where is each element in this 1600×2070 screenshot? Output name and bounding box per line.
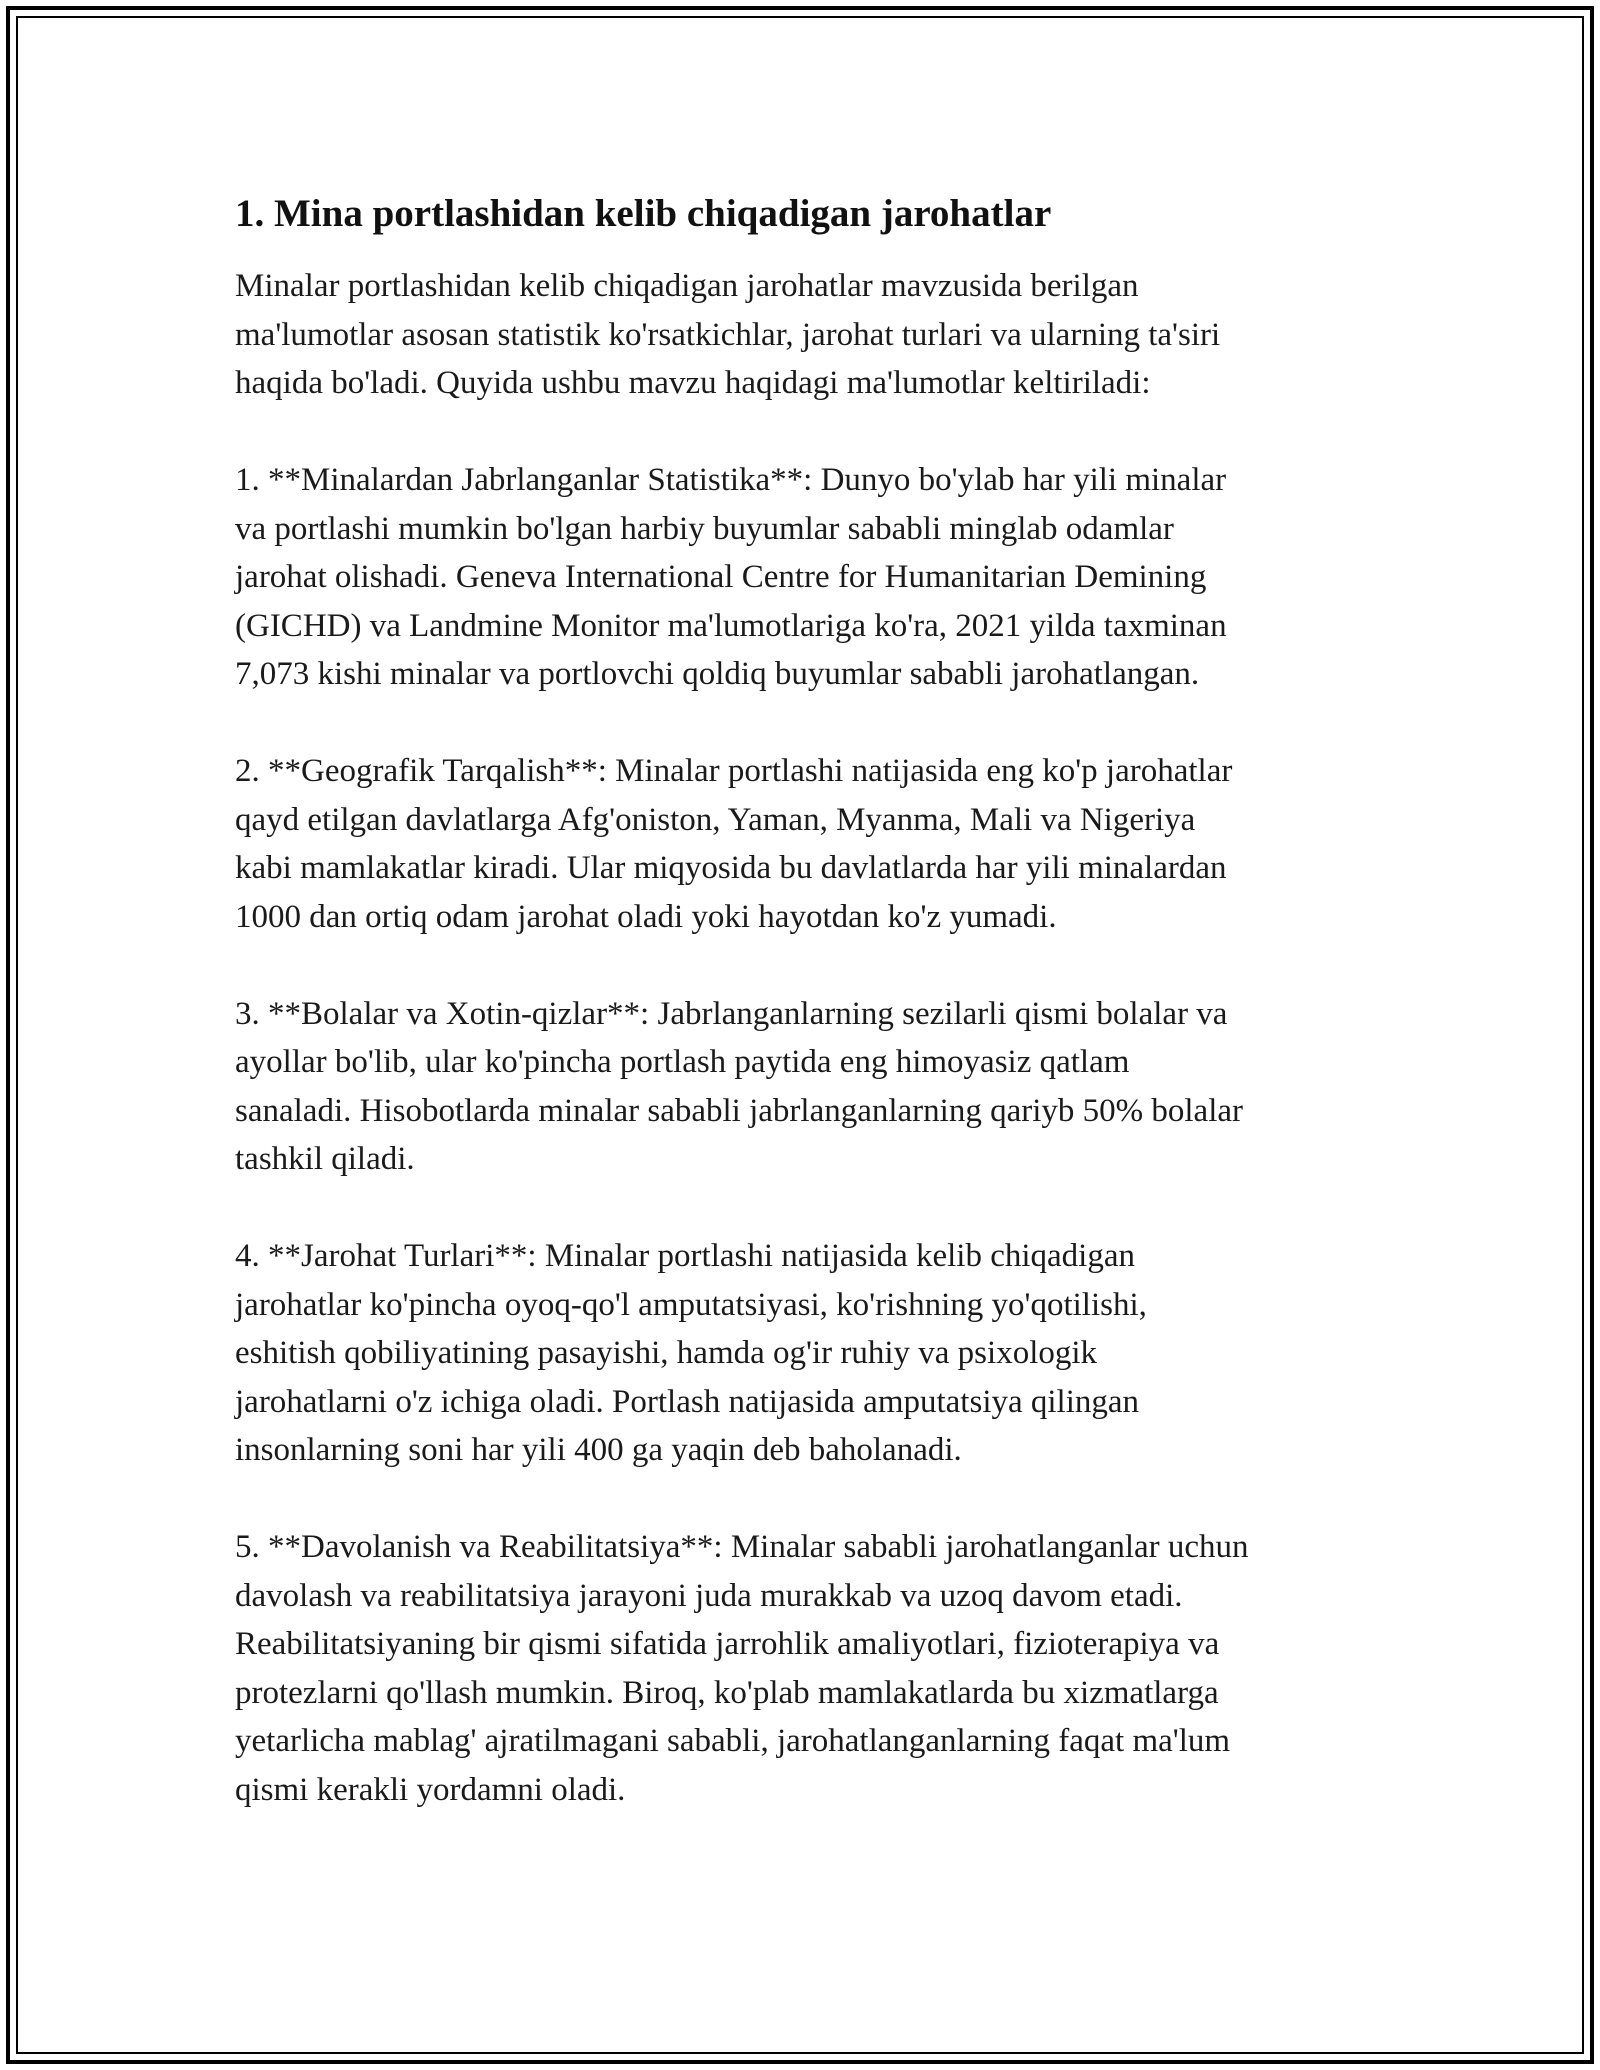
paragraph-injury-types: 4. **Jarohat Turlari**: Minalar portlashi natijasida kelib chiqadigan jarohatlar ko'pincha oyoq-qo'l amputatsiyasi, ko'rishning yo'qotilishi, eshitish qobiliyatining pasayishi, hamda og'ir ruhiy va psixologik jarohatlarni o'z ichiga oladi. Portlash natijasida amputatsiya qilingan insonlarning soni har yili 400 ga yaqin deb baholanadi. <box>235 1238 1147 1468</box>
document-body <box>235 188 1385 1863</box>
paragraph-treatment-rehab: 5. **Davolanish va Reabilitatsiya**: Minalar sababli jarohatlanganlar uchun davolash va reabilitatsiya jarayoni juda murakkab va uzoq davom etadi. Reabilitatsiyaning bir qismi sifatida jarrohlik amaliyotlari, fizioterapiya va protezlarni qo'llash mumkin. Biroq, ko'plab mamlakatlarda bu xizmatlarga yetarlicha mablag' ajratilmagani sababli, jarohatlanganlarning faqat ma'lum qismi kerakli yordamni oladi. <box>235 1529 1249 1808</box>
intro-paragraph: Minalar portlashidan kelib chiqadigan jarohatlar mavzusida berilgan ma'lumotlar asosan statistik ko'rsatkichlar, jarohat turlari va ularning ta'siri haqida bo'ladi. Quyida ushbu mavzu haqidagi ma'lumotlar keltiriladi: <box>235 268 1221 401</box>
paragraph-children-women: 3. **Bolalar va Xotin-qizlar**: Jabrlanganlarning sezilarli qismi bolalar va ayollar bo'lib, ular ko'pincha portlash paytida eng himoyasiz qatlam sanaladi. Hisobotlarda minalar sababli jabrlanganlarning qariyb 50% bolalar tashkil qiladi. <box>235 995 1243 1177</box>
paragraph-statistics: 1. **Minalardan Jabrlanganlar Statistika**: Dunyo bo'ylab har yili minalar va portlashi mumkin bo'lgan harbiy buyumlar sababli minglab odamlar jarohat olishadi. Geneva International Centre for Humanitarian Demining (GICHD) va Landmine Monitor ma'lumotlariga ko'ra, 2021 yilda taxminan 7,073 kishi minalar va portlovchi qoldiq buyumlar sababli jarohatlangan. <box>235 462 1227 692</box>
paragraph-geography: 2. **Geografik Tarqalish**: Minalar portlashi natijasida eng ko'p jarohatlar qayd etilgan davlatlarga Afg'oniston, Yaman, Myanma, Mali va Nigeriya kabi mamlakatlar kiradi. Ular miqyosida bu davlatlarda har yili minalardan 1000 dan ortiq odam jarohat oladi yoki hayotdan ko'z yumadi. <box>235 753 1233 935</box>
document-title: 1. Mina portlashidan kelib chiqadigan jarohatlar <box>235 192 1052 235</box>
